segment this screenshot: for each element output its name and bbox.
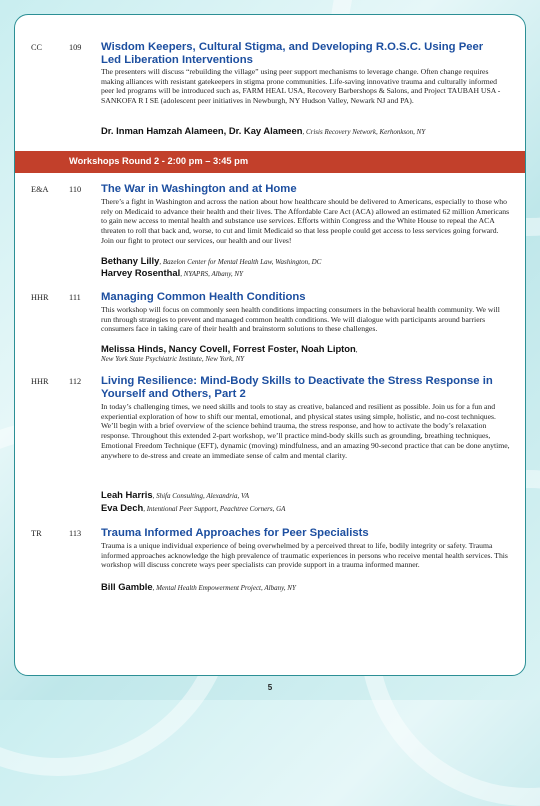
track-code: CC bbox=[31, 43, 43, 52]
presenter-line bbox=[101, 581, 511, 594]
session-title: Wisdom Keepers, Cultural Stigma, and Developing R.O.S.C. Using Peer Led Liberation Interventions bbox=[101, 41, 484, 66]
session-title: Trauma Informed Approaches for Peer Specialists bbox=[101, 527, 369, 539]
session-description: The presenters will discuss “rebuilding the village” using peer support mechanisms to leverage change. Often change requires making alliances with resistant gatekeepers in stigma prone communities. Life-saving innovative trauma and culturally informed peer led programs will be introduced such as, FARM HEAL USA, Recovery Barbershops & Salons, and Project TAUBAH USA - SANKOFA R I SE (adolescent peer initiatives in Newburgh, NY Hudson Valley, Newark NJ and PA). bbox=[101, 67, 501, 106]
workshops-round-banner bbox=[15, 151, 525, 173]
presenter-affiliation: , Bazelon Center for Mental Health Law, Washington, DC bbox=[159, 258, 322, 266]
presenter-line bbox=[101, 125, 511, 138]
track-code: HHR bbox=[31, 377, 49, 386]
session-number: 112 bbox=[69, 377, 82, 386]
presenter-names: Bill Gamble bbox=[101, 581, 153, 592]
presenter-names: Bethany Lilly bbox=[101, 255, 160, 266]
session-number: 110 bbox=[69, 185, 82, 194]
presenter-names: Eva Dech bbox=[101, 502, 144, 513]
presenter-affiliation: , Intentional Peer Support, Peachtree Corners, GA bbox=[143, 505, 286, 513]
presenter-names: Dr. Inman Hamzah Alameen, Dr. Kay Alameen bbox=[101, 125, 303, 136]
session-description: This workshop will focus on commonly seen health conditions impacting consumers in the behavioral health community. We will run through strategies to prevent and managed common health conditions. We will dialogue with participants around barriers consumers face in taking care of their health and brainstorm solutions to these challenges. bbox=[101, 305, 500, 334]
session-number: 109 bbox=[69, 43, 82, 52]
presenter-line bbox=[101, 267, 511, 280]
presenter-affiliation: , bbox=[355, 346, 358, 354]
program-page bbox=[14, 14, 526, 676]
session-description: There’s a fight in Washington and across the nation about how healthcare should be delivered to Americans, especially to those who rely on Medicaid to advance their health and their lives. The Affordable Care Act (ACA) allowed an estimated 62 million Americans to gain new access to mental health and substance use services. Efforts within Congress and the White House to repeal the ACA threaten to roll that back and, worse, to cut and limit Medicaid so that less people could get access to less services going forward. Join our fight to protect our services, our health and our lives! bbox=[101, 197, 510, 245]
session-number: 113 bbox=[69, 529, 82, 538]
presenter-affiliation: , NYAPRS, Albany, NY bbox=[180, 270, 243, 278]
presenter-line bbox=[101, 502, 511, 515]
presenter-line bbox=[101, 489, 511, 502]
presenter-names: Leah Harris bbox=[101, 489, 153, 500]
presenter-line bbox=[101, 354, 511, 365]
session-description: Trauma is a unique individual experience of being overwhelmed by a perceived threat to life, bodily integrity or safety. Trauma informed approaches acknowledge the high prevalence of traumatic experiences in persons who receive mental health services. This workshop will discuss concrete ways peer specialists can provide support in a trauma informed manner. bbox=[101, 541, 508, 570]
page-number: 5 bbox=[267, 683, 273, 692]
track-code: TR bbox=[31, 529, 42, 538]
track-code: E&A bbox=[31, 185, 49, 194]
track-code: HHR bbox=[31, 293, 49, 302]
presenter-affiliation: , Shifa Consulting, Alexandria, VA bbox=[152, 492, 249, 500]
banner-label: Workshops Round 2 - 2:00 pm – 3:45 pm bbox=[69, 156, 249, 166]
presenter-names: Harvey Rosenthal bbox=[101, 267, 181, 278]
presenter-affiliation: New York State Psychiatric Institute, New York, NY bbox=[101, 355, 245, 363]
session-title: Managing Common Health Conditions bbox=[101, 291, 306, 303]
presenter-names: Melissa Hinds, Nancy Covell, Forrest Foster, Noah Lipton bbox=[101, 343, 356, 354]
presenter-affiliation: , Crisis Recovery Network, Kerhonkson, NY bbox=[302, 128, 426, 136]
session-title: Living Resilience: Mind-Body Skills to Deactivate the Stress Response in Yourself and Others, Part 2 bbox=[101, 375, 493, 400]
session-description: In today’s challenging times, we need skills and tools to stay as creative, balanced and resilient as possible. Join us for a fun and experiential exploration of how to shift our mental, emotional, and physical states using simple, holistic, and no-cost techniques. We’ll begin with a brief overview of the science behind trauma, the stress response, and how to activate the body’s relaxation response. Throughout this extended 2-part workshop, we’ll practice mind-body skills such as grounding, breathing techniques, Emotional Freedom Technique (EFT), dynamic (moving) mindfulness, and an amazing 90-second practice that can be done anytime, anywhere to de-stress and create an immediate sense of calm and mental clarity. bbox=[101, 402, 510, 460]
session-number: 111 bbox=[69, 293, 81, 302]
presenter-affiliation: , Mental Health Empowerment Project, Albany, NY bbox=[152, 584, 296, 592]
session-title: The War in Washington and at Home bbox=[101, 183, 297, 195]
